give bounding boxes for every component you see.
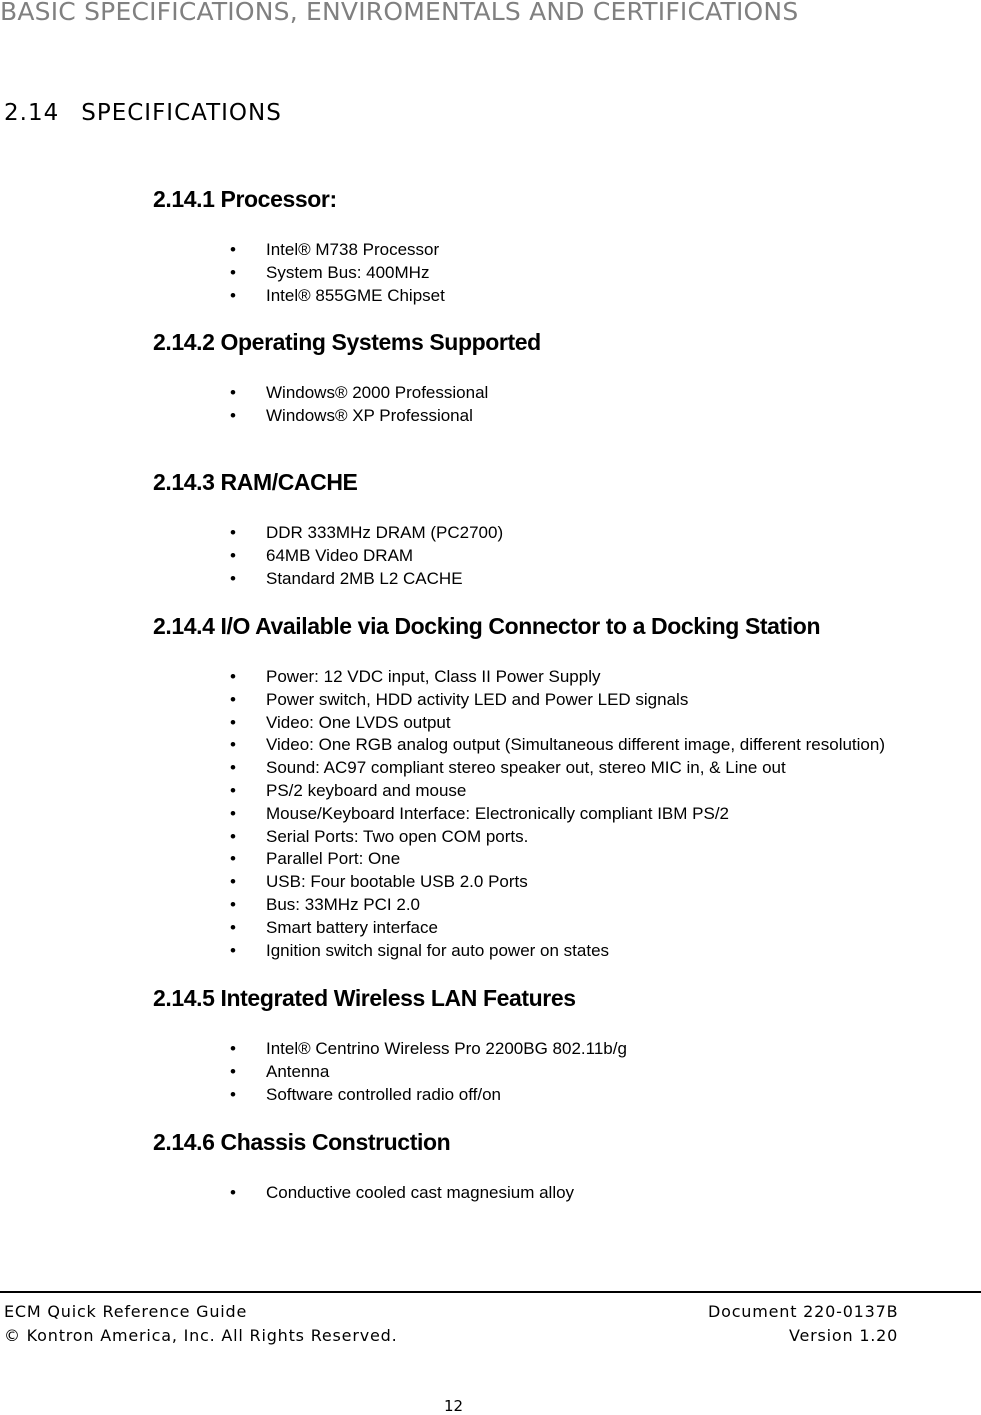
list-item: • Ignition switch signal for auto power on states bbox=[230, 940, 885, 963]
section-heading: 2.14.4 I/O Available via Docking Connector to a Docking Station bbox=[153, 613, 821, 639]
list-item: • 64MB Video DRAM bbox=[230, 545, 503, 568]
bullet-icon: • bbox=[230, 780, 236, 800]
chapter-heading bbox=[4, 100, 282, 126]
section-heading: 2.14.6 Chassis Construction bbox=[153, 1129, 451, 1155]
bullet-icon: • bbox=[230, 872, 236, 892]
bullet-icon: • bbox=[230, 545, 236, 565]
bullet-icon: • bbox=[230, 689, 236, 709]
bullet-icon: • bbox=[230, 1084, 236, 1104]
spec-list bbox=[230, 1182, 574, 1205]
bullet-icon: • bbox=[230, 568, 236, 588]
bullet-icon: • bbox=[230, 826, 236, 846]
list-item: • Smart battery interface bbox=[230, 917, 885, 940]
bullet-icon: • bbox=[230, 940, 236, 960]
section-chassis bbox=[153, 1128, 973, 1202]
list-item: • PS/2 keyboard and mouse bbox=[230, 780, 885, 803]
spec-list bbox=[230, 1038, 627, 1106]
list-item: • Conductive cooled cast magnesium alloy bbox=[230, 1182, 574, 1205]
bullet-icon: • bbox=[230, 383, 236, 402]
bullet-icon: • bbox=[230, 405, 236, 425]
footer-document-number: Document 220-0137B bbox=[708, 1302, 899, 1321]
list-item: • Mouse/Keyboard Interface: Electronically compliant IBM PS/2 bbox=[230, 803, 885, 826]
list-item: • Sound: AC97 compliant stereo speaker out, stereo MIC in, & Line out bbox=[230, 757, 885, 780]
list-item: • Serial Ports: Two open COM ports. bbox=[230, 826, 885, 849]
list-item: • Video: One LVDS output bbox=[230, 712, 885, 735]
spec-list bbox=[230, 382, 488, 428]
list-item: • Windows® XP Professional bbox=[230, 405, 488, 428]
list-item: • DDR 333MHz DRAM (PC2700) bbox=[230, 522, 503, 545]
footer-version: Version 1.20 bbox=[789, 1326, 899, 1345]
bullet-icon: • bbox=[230, 523, 236, 542]
bullet-icon: • bbox=[230, 1183, 236, 1202]
section-heading: 2.14.1 Processor: bbox=[153, 186, 337, 212]
list-item: • Parallel Port: One bbox=[230, 848, 885, 871]
section-wireless-lan bbox=[153, 984, 973, 1104]
page-number: 12 bbox=[444, 1397, 464, 1415]
spec-list bbox=[230, 666, 885, 962]
footer-copyright: © Kontron America, Inc. All Rights Reserved. bbox=[4, 1326, 398, 1345]
list-item: • Software controlled radio off/on bbox=[230, 1084, 627, 1107]
list-item: • Intel® 855GME Chipset bbox=[230, 285, 445, 308]
list-item: • Bus: 33MHz PCI 2.0 bbox=[230, 894, 885, 917]
bullet-icon: • bbox=[230, 285, 236, 305]
list-item: • Antenna bbox=[230, 1061, 627, 1084]
bullet-icon: • bbox=[230, 894, 236, 914]
bullet-icon: • bbox=[230, 803, 236, 823]
bullet-icon: • bbox=[230, 712, 236, 732]
list-item: • Windows® 2000 Professional bbox=[230, 382, 488, 405]
chapter-title: SPECIFICATIONS bbox=[81, 100, 282, 126]
spec-list bbox=[230, 522, 503, 590]
footer-guide-title: ECM Quick Reference Guide bbox=[4, 1302, 248, 1321]
chapter-number: 2.14 bbox=[4, 100, 60, 126]
section-operating-systems bbox=[153, 328, 973, 425]
list-item: • Power: 12 VDC input, Class II Power Supply bbox=[230, 666, 885, 689]
bullet-icon: • bbox=[230, 667, 236, 686]
section-io-docking bbox=[153, 612, 973, 960]
list-item: • Intel® Centrino Wireless Pro 2200BG 802.11b/g bbox=[230, 1038, 627, 1061]
section-processor bbox=[153, 185, 973, 305]
list-item: • System Bus: 400MHz bbox=[230, 262, 445, 285]
bullet-icon: • bbox=[230, 1039, 236, 1058]
running-header-title: BASIC SPECIFICATIONS, ENVIROMENTALS AND CERTIFICATIONS bbox=[0, 0, 799, 26]
bullet-icon: • bbox=[230, 917, 236, 937]
bullet-icon: • bbox=[230, 262, 236, 282]
section-heading: 2.14.3 RAM/CACHE bbox=[153, 469, 358, 495]
list-item: • USB: Four bootable USB 2.0 Ports bbox=[230, 871, 885, 894]
list-item: • Standard 2MB L2 CACHE bbox=[230, 568, 503, 591]
bullet-icon: • bbox=[230, 849, 236, 869]
footer-divider bbox=[0, 1291, 981, 1293]
spec-list bbox=[230, 239, 445, 307]
list-item: • Video: One RGB analog output (Simultaneous different image, different resolution) bbox=[230, 734, 885, 757]
section-heading: 2.14.2 Operating Systems Supported bbox=[153, 329, 541, 355]
bullet-icon: • bbox=[230, 758, 236, 778]
list-item: • Power switch, HDD activity LED and Power LED signals bbox=[230, 689, 885, 712]
bullet-icon: • bbox=[230, 735, 236, 755]
list-item: • Intel® M738 Processor bbox=[230, 239, 445, 262]
bullet-icon: • bbox=[230, 1061, 236, 1081]
section-ram-cache bbox=[153, 468, 973, 588]
section-heading: 2.14.5 Integrated Wireless LAN Features bbox=[153, 985, 576, 1011]
bullet-icon: • bbox=[230, 240, 236, 259]
